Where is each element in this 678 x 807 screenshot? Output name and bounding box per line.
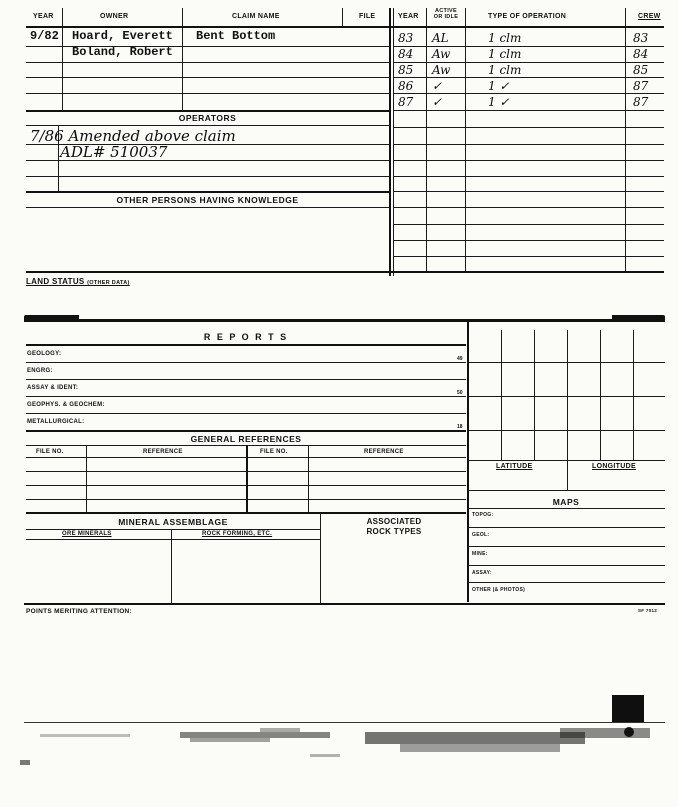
report-metallurgical: METALLURGICAL: bbox=[27, 419, 85, 425]
header-type-of-operation: TYPE OF OPERATION bbox=[488, 13, 567, 20]
ops-year: 87 bbox=[398, 95, 414, 109]
claim-name: Bent Bottom bbox=[196, 29, 276, 43]
report-geophys: GEOPHYS. & GEOCHEM: bbox=[27, 402, 105, 408]
operators-note-adl: ADL# 510037 bbox=[60, 143, 168, 161]
ref-file-no-2: FILE NO. bbox=[260, 449, 288, 455]
header-active-or-idle: ACTIVE OR IDLE bbox=[433, 8, 459, 20]
land-status-label: LAND STATUS (OTHER DATA) bbox=[26, 277, 130, 286]
ops-type: 1 clm bbox=[488, 31, 522, 45]
longitude-label: LONGITUDE bbox=[592, 463, 636, 470]
map-other-photos: OTHER (& PHOTOS) bbox=[472, 587, 526, 593]
ops-status: Aw bbox=[432, 63, 451, 77]
main-divider bbox=[389, 8, 391, 276]
header-claim-name: CLAIM NAME bbox=[232, 13, 280, 20]
header-year: YEAR bbox=[33, 13, 54, 20]
ref-file-no: FILE NO. bbox=[36, 449, 64, 455]
points-meriting-attention-label: POINTS MERITING ATTENTION: bbox=[26, 608, 133, 615]
header-owner: OWNER bbox=[100, 13, 129, 20]
ops-type: 1 clm bbox=[488, 63, 522, 77]
header-rule bbox=[26, 26, 664, 28]
ops-type: 1 ✓ bbox=[488, 79, 510, 93]
ops-year: 86 bbox=[398, 79, 414, 93]
report-assay: ASSAY & IDENT: bbox=[27, 385, 79, 391]
map-topog: TOPOG: bbox=[472, 512, 494, 518]
ops-status: Aw bbox=[432, 47, 451, 61]
map-assay: ASSAY: bbox=[472, 570, 492, 576]
latitude-label: LATITUDE bbox=[496, 463, 533, 470]
ops-status: ✓ bbox=[432, 95, 443, 109]
mineral-assemblage-heading: MINERAL ASSEMBLAGE bbox=[118, 517, 228, 527]
map-geol: GEOL: bbox=[472, 532, 490, 538]
header-file: FILE bbox=[359, 13, 376, 20]
header-year-right: YEAR bbox=[398, 13, 419, 20]
reports-heading: R E P O R T S bbox=[203, 332, 289, 342]
associated-rock-types-label: ASSOCIATED ROCK TYPES bbox=[366, 517, 422, 536]
ops-crew: 83 bbox=[633, 31, 649, 45]
ops-status: ✓ bbox=[432, 79, 443, 93]
ops-year: 84 bbox=[398, 47, 414, 61]
ops-crew: 87 bbox=[633, 79, 649, 93]
report-geology: GEOLOGY: bbox=[27, 351, 62, 357]
ops-crew: 84 bbox=[633, 47, 649, 61]
ops-type: 1 clm bbox=[488, 47, 522, 61]
operators-note-amended: 7/86 Amended above claim bbox=[30, 127, 236, 145]
claim-owner: Hoard, Everett bbox=[72, 29, 173, 43]
map-mine: MINE: bbox=[472, 551, 488, 557]
ops-type: 1 ✓ bbox=[488, 95, 510, 109]
ops-year: 85 bbox=[398, 63, 414, 77]
form-number: SF 7012 bbox=[638, 608, 658, 613]
ref-reference-2: REFERENCE bbox=[364, 449, 404, 455]
rock-forming-label: ROCK FORMING, ETC. bbox=[202, 531, 273, 537]
ops-crew: 87 bbox=[633, 95, 649, 109]
report-engineering: ENGRG: bbox=[27, 368, 53, 374]
maps-heading: MAPS bbox=[552, 497, 580, 507]
scan-noise bbox=[20, 718, 670, 768]
other-persons-heading: OTHER PERSONS HAVING KNOWLEDGE bbox=[116, 195, 299, 205]
ops-year: 83 bbox=[398, 31, 414, 45]
reports-divider bbox=[467, 322, 469, 602]
general-references-heading: GENERAL REFERENCES bbox=[190, 434, 302, 444]
claim-year: 9/82 bbox=[30, 29, 59, 43]
section-rule bbox=[24, 319, 665, 322]
header-crew: CREW bbox=[638, 13, 661, 20]
ops-status: AL bbox=[432, 31, 449, 45]
ore-minerals-label: ORE MINERALS bbox=[62, 531, 112, 537]
ops-crew: 85 bbox=[633, 63, 649, 77]
ref-reference: REFERENCE bbox=[143, 449, 183, 455]
points-rule bbox=[24, 603, 665, 605]
claim-owner: Boland, Robert bbox=[72, 45, 173, 59]
operators-heading: OPERATORS bbox=[178, 113, 237, 123]
